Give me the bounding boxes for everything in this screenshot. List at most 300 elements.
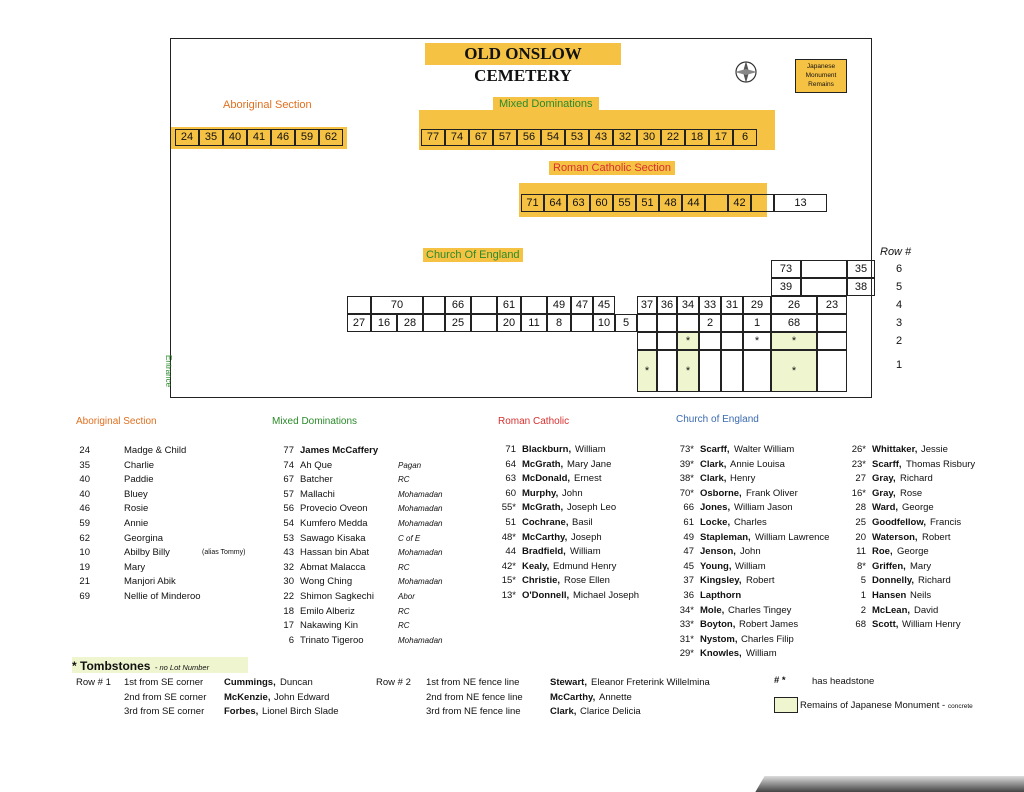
row-number-2: 2 [896, 335, 903, 347]
entry-name: Emilo Alberiz [300, 605, 355, 617]
entry-name: Batcher [300, 474, 333, 486]
burial-entry [676, 458, 846, 473]
entry-note: (alias Tommy) [202, 549, 246, 557]
burial-entry [848, 472, 1018, 487]
plot-coe [801, 278, 847, 296]
lot-number: 59 [79, 517, 90, 529]
mixed-entry [272, 575, 472, 590]
given-name: Robert [922, 531, 951, 543]
surname: Lapthorn [700, 589, 742, 601]
lot-number: 43 [283, 547, 294, 559]
burial-entry [498, 443, 668, 458]
burial-entry [676, 633, 846, 648]
mixed-entry [272, 619, 472, 634]
lot-number: 54 [283, 517, 294, 529]
mixed-entry [272, 488, 472, 503]
surname: McGrath, [522, 458, 564, 470]
given-name: Charles Tingey [728, 604, 792, 616]
plot-coe-row1 [743, 350, 771, 392]
entry-denomination: C of E [398, 533, 421, 543]
given-name: Edmund Henry [553, 560, 617, 572]
entry-name: Wong Ching [300, 576, 353, 588]
lot-number: 38* [679, 473, 694, 485]
given-name: Duncan [280, 677, 313, 688]
plot-coe-row1 [721, 350, 743, 392]
given-name: William [575, 444, 606, 455]
burial-entry [848, 531, 1018, 546]
given-name: Thomas Risbury [906, 458, 976, 470]
plot-coe: 35 [847, 260, 875, 278]
mixed-section-label: Mixed Dominations [493, 97, 599, 111]
burial-entry [676, 531, 846, 546]
surname: McCarthy, [522, 531, 568, 543]
mixed-entry [272, 444, 472, 459]
given-name: William Jason [734, 502, 793, 514]
surname: Stewart, [550, 677, 587, 688]
given-name: Michael Joseph [573, 589, 640, 601]
lot-number: 60 [505, 487, 516, 499]
plot-coe: 23 [817, 296, 847, 314]
burial-entry [498, 545, 668, 560]
entry-denomination: Mohamadan [398, 548, 443, 558]
aboriginal-entry [76, 546, 266, 561]
burial-entry [676, 574, 846, 589]
tombstone-position: 2nd from NE fence line [426, 691, 523, 703]
given-name: Charles [734, 516, 767, 528]
entry-denomination: Mohamadan [398, 504, 443, 514]
surname: McDonald, [522, 473, 571, 485]
given-name: Charles Filip [741, 633, 794, 645]
lot-number: 1 [860, 589, 866, 601]
tombstone-position: 1st from NE fence line [426, 677, 520, 688]
lot-number: 69 [79, 590, 90, 602]
burial-entry [848, 545, 1018, 560]
surname: Young, [700, 560, 732, 572]
lot-number: 25 [855, 516, 866, 528]
plot-coe: 1 [743, 314, 771, 332]
entry-denomination: Mohamadan [398, 635, 443, 645]
rc-list [498, 443, 668, 604]
mixed-entry [272, 605, 472, 620]
burial-entry [676, 501, 846, 516]
lot-number: 19 [79, 561, 90, 573]
burial-entry [676, 647, 846, 662]
lot-number: 40 [79, 474, 90, 486]
surname: Cochrane, [522, 516, 569, 528]
burial-entry [848, 560, 1018, 575]
lot-number: 46 [79, 503, 90, 515]
entry-name: Abilby Billy [124, 547, 170, 559]
plot-coe [721, 314, 743, 332]
aboriginal-entry [76, 561, 266, 576]
burial-entry [848, 618, 1018, 633]
tombstone-entry [426, 691, 756, 706]
burial-entry [498, 574, 668, 589]
plot-aboriginal-40: 40 [223, 129, 247, 146]
plot-coe: 68 [771, 314, 817, 332]
plot-rc-63: 63 [567, 194, 590, 212]
lot-number: 10 [79, 547, 90, 559]
plot-coe-row2: * [677, 332, 699, 350]
row1-label: Row # 1 [76, 677, 111, 688]
plot-mixed-6: 6 [733, 129, 757, 146]
burial-entry [498, 516, 668, 531]
plot-coe [471, 296, 497, 314]
row-number-5: 5 [896, 281, 903, 293]
burial-entry [498, 472, 668, 487]
plot-coe: 16 [371, 314, 397, 332]
lot-number: 28 [855, 502, 866, 514]
surname: Donnelly, [872, 575, 915, 587]
cemetery-map [164, 38, 872, 398]
given-name: Robert James [739, 619, 799, 631]
entry-name: Hassan bin Abat [300, 547, 370, 559]
lot-number: 37 [683, 575, 694, 587]
surname: O'Donnell, [522, 589, 570, 601]
entry-name: Ah Que [300, 459, 333, 471]
tombstone-position: 1st from SE corner [124, 677, 204, 688]
plot-coe-row2 [721, 332, 743, 350]
plot-coe-empty [347, 296, 371, 314]
given-name: Rose Ellen [564, 575, 610, 587]
plot-aboriginal-41: 41 [247, 129, 271, 146]
lot-number: 57 [283, 488, 294, 500]
plot-rc-51: 51 [636, 194, 659, 212]
aboriginal-entry [76, 473, 266, 488]
plot-coe: 27 [347, 314, 371, 332]
entry-denomination: Abor [398, 591, 415, 601]
lot-number: 63 [505, 473, 516, 485]
row-number-6: 6 [896, 263, 903, 275]
lot-number: 67 [283, 474, 294, 486]
entry-name: Rosie [124, 503, 149, 515]
entry-denomination: Pagan [398, 460, 422, 470]
lot-number: 29* [679, 648, 694, 660]
scan-edge [755, 776, 1024, 792]
lot-number: 24 [79, 445, 90, 456]
rc-section-label: Roman Catholic Section [549, 161, 675, 175]
mixed-entry [272, 634, 472, 649]
plot-rc-empty [705, 194, 728, 212]
surname: Hansen [872, 589, 907, 601]
lot-number: 77 [283, 445, 294, 456]
burial-entry [848, 487, 1018, 502]
plot-coe [801, 260, 847, 278]
lot-number: 6 [288, 634, 294, 646]
coe-list-1 [676, 443, 846, 662]
aboriginal-section-label: Aboriginal Section [223, 99, 312, 111]
plot-coe: 29 [743, 296, 771, 314]
plot-coe: 73 [771, 260, 801, 278]
entry-denomination: Mohamadan [398, 518, 443, 528]
entry-denomination: Mohamadan [398, 489, 443, 499]
plot-coe: 5 [615, 314, 637, 332]
plot-mixed-74: 74 [445, 129, 469, 146]
lot-number: 8* [857, 560, 866, 572]
lot-number: 36 [683, 589, 694, 601]
lot-number: 48* [501, 531, 516, 543]
burial-entry [676, 604, 846, 619]
entry-name: Georgina [124, 532, 164, 544]
plot-mixed-67: 67 [469, 129, 493, 146]
plot-coe: 28 [397, 314, 423, 332]
given-name: Mary [910, 560, 932, 572]
lot-number: 18 [283, 605, 294, 617]
lot-number: 11 [856, 546, 866, 558]
row-number-3: 3 [896, 317, 903, 329]
surname: McKenzie, [224, 691, 271, 703]
lot-number: 66 [683, 502, 694, 514]
given-name: Rose [900, 487, 923, 499]
burial-entry [848, 604, 1018, 619]
rc-legend-title: Roman Catholic [498, 416, 570, 427]
plot-coe-row1 [657, 350, 677, 392]
plot-mixed-57: 57 [493, 129, 517, 146]
burial-entry [676, 487, 846, 502]
mixed-entry [272, 459, 472, 474]
burial-entry [676, 545, 846, 560]
plot-coe [571, 314, 593, 332]
tombstones-subtitle: - no Lot Number [154, 663, 210, 672]
plot-rc-13: 13 [774, 194, 827, 212]
surname: Osborne, [700, 487, 742, 499]
entry-name: Charlie [124, 459, 155, 471]
key-box-text: Remains of Japanese Monument - [800, 700, 946, 711]
burial-entry [676, 516, 846, 531]
plot-coe-row1: * [677, 350, 699, 392]
lot-number: 62 [79, 532, 90, 544]
given-name: Henry [730, 473, 756, 485]
given-name: Jessie [921, 444, 948, 455]
burial-entry [848, 501, 1018, 516]
mixed-legend-title: Mixed Dominations [272, 416, 358, 427]
aboriginal-entry [76, 590, 266, 605]
plot-coe: 47 [571, 296, 593, 314]
lot-number: 27 [855, 473, 866, 485]
aboriginal-legend-title: Aboriginal Section [76, 416, 157, 427]
surname: Stapleman, [700, 531, 751, 543]
plot-rc-empty [751, 194, 774, 212]
given-name: Annie Louisa [730, 458, 785, 470]
plot-aboriginal-46: 46 [271, 129, 295, 146]
burial-entry [848, 443, 1018, 458]
aboriginal-entry [76, 488, 266, 503]
burial-entry [498, 560, 668, 575]
plot-coe: 10 [593, 314, 615, 332]
lot-number: 42* [501, 560, 516, 572]
given-name: Richard [918, 575, 951, 587]
given-name: Joseph [571, 531, 602, 543]
entry-name: Paddie [124, 474, 154, 486]
given-name: David [914, 604, 939, 616]
lot-number: 56 [283, 503, 294, 515]
tombstones-row1 [124, 676, 364, 720]
lot-number: 17 [283, 620, 294, 632]
lot-number: 15* [501, 575, 516, 587]
given-name: George [902, 502, 934, 514]
plot-coe: 70 [371, 296, 423, 314]
tombstone-position: 2nd from SE corner [124, 691, 207, 703]
surname: Jenson, [700, 546, 736, 558]
burial-entry [498, 501, 668, 516]
aboriginal-entry [76, 532, 266, 547]
burial-entry [498, 531, 668, 546]
plot-coe-row1 [817, 350, 847, 392]
entry-denomination: RC [398, 621, 410, 631]
surname: Ward, [872, 502, 899, 514]
given-name: Lionel Birch Slade [262, 706, 339, 718]
surname: Griffen, [872, 560, 906, 572]
plot-coe: 39 [771, 278, 801, 296]
given-name: Eleanor Freterink Willelmina [591, 677, 710, 688]
plot-coe: 8 [547, 314, 571, 332]
plot-coe: 20 [497, 314, 521, 332]
plot-coe: 25 [445, 314, 471, 332]
tombstone-entry [124, 676, 364, 691]
given-name: William Lawrence [755, 531, 830, 543]
tombstone-entry [426, 676, 756, 691]
burial-entry [676, 618, 846, 633]
plot-coe: 49 [547, 296, 571, 314]
given-name: John Edward [274, 691, 330, 703]
tombstones-banner [72, 657, 248, 673]
lot-number: 33* [679, 619, 694, 631]
plot-coe: 61 [497, 296, 521, 314]
coe-list-2 [848, 443, 1018, 633]
plot-coe [657, 314, 677, 332]
surname: Nystom, [700, 633, 738, 645]
lot-number: 45 [683, 560, 694, 572]
plot-rc-55: 55 [613, 194, 636, 212]
surname: Kealy, [522, 560, 550, 572]
burial-entry [848, 589, 1018, 604]
plot-coe: 36 [657, 296, 677, 314]
plot-mixed-32: 32 [613, 129, 637, 146]
entry-denomination: RC [398, 562, 410, 572]
plot-coe-row1 [699, 350, 721, 392]
surname: Blackburn, [522, 444, 572, 455]
entry-name: Nellie of Minderoo [124, 590, 201, 602]
plot-rc-64: 64 [544, 194, 567, 212]
aboriginal-entry [76, 575, 266, 590]
plot-mixed-22: 22 [661, 129, 685, 146]
key-box-note: concrete [947, 703, 973, 710]
lot-number: 13* [501, 589, 516, 601]
japanese-monument-box: Japanese Monument Remains [795, 59, 847, 93]
coe-legend-title: Church of England [676, 414, 759, 425]
aboriginal-entry [76, 502, 266, 517]
surname: Whittaker, [872, 444, 918, 455]
given-name: Walter William [734, 444, 795, 455]
surname: Jones, [700, 502, 731, 514]
lot-number: 47 [683, 546, 694, 558]
surname: Clark, [700, 473, 727, 485]
given-name: William [746, 648, 777, 660]
mixed-entry [272, 561, 472, 576]
surname: McCarthy, [550, 691, 596, 703]
given-name: William [735, 560, 766, 572]
plot-coe-row2: * [743, 332, 771, 350]
lot-number: 21 [79, 576, 90, 588]
plot-coe: 26 [771, 296, 817, 314]
plot-coe-row1: * [637, 350, 657, 392]
surname: Locke, [700, 516, 731, 528]
surname: Murphy, [522, 487, 559, 499]
key-star: # * [774, 675, 786, 686]
compass-icon [731, 57, 761, 87]
given-name: George [897, 546, 929, 558]
key-box-swatch [774, 697, 798, 713]
tombstone-entry [426, 705, 756, 720]
lot-number: 71 [505, 444, 516, 455]
surname: Knowles, [700, 648, 742, 660]
plot-coe-row2: * [771, 332, 817, 350]
plot-coe-row1: * [771, 350, 817, 392]
entry-name: Abmat Malacca [300, 561, 366, 573]
aboriginal-entry [76, 444, 266, 459]
lot-number: 23* [851, 458, 866, 470]
surname: Boyton, [700, 619, 736, 631]
plot-mixed-53: 53 [565, 129, 589, 146]
mixed-list [272, 444, 472, 648]
lot-number: 34* [679, 604, 694, 616]
surname: McLean, [872, 604, 911, 616]
lot-number: 51 [505, 516, 516, 528]
key-box-label [800, 700, 973, 711]
mixed-entry [272, 590, 472, 605]
given-name: Robert [746, 575, 775, 587]
lot-number: 31* [679, 633, 694, 645]
plot-coe: 34 [677, 296, 699, 314]
plot-rc-44: 44 [682, 194, 705, 212]
plot-mixed-77: 77 [421, 129, 445, 146]
tombstone-entry [124, 691, 364, 706]
surname: Cummings, [224, 677, 276, 688]
surname: Clark, [700, 458, 727, 470]
lot-number: 64 [505, 458, 516, 470]
plot-coe [677, 314, 699, 332]
row-number-1: 1 [896, 359, 903, 371]
row-number-4: 4 [896, 299, 903, 311]
surname: Gray, [872, 473, 896, 485]
coe-section-label: Church Of England [423, 248, 523, 262]
plot-coe: 31 [721, 296, 743, 314]
lot-number: 53 [283, 532, 294, 544]
entry-name: Shimon Sagkechi [300, 590, 374, 602]
plot-coe: 45 [593, 296, 615, 314]
plot-coe [423, 314, 445, 332]
surname: Gray, [872, 487, 896, 499]
lot-number: 35 [79, 459, 90, 471]
tombstone-entry [124, 705, 364, 720]
burial-entry [848, 516, 1018, 531]
row-header: Row # [880, 246, 912, 258]
map-title: OLD ONSLOW CEMETERY [425, 43, 621, 65]
aboriginal-entry [76, 517, 266, 532]
burial-entry [676, 589, 846, 604]
entry-name: James McCaffery [300, 445, 379, 456]
entry-name: Sawago Kisaka [300, 532, 366, 544]
entrance-label: Entrance [164, 355, 173, 388]
plot-mixed-17: 17 [709, 129, 733, 146]
lot-number: 20 [855, 531, 866, 543]
lot-number: 39* [679, 458, 694, 470]
given-name: William Henry [902, 619, 961, 631]
lot-number: 55* [501, 502, 516, 514]
plot-coe [471, 314, 497, 332]
burial-entry [498, 589, 668, 604]
lot-number: 30 [283, 576, 294, 588]
